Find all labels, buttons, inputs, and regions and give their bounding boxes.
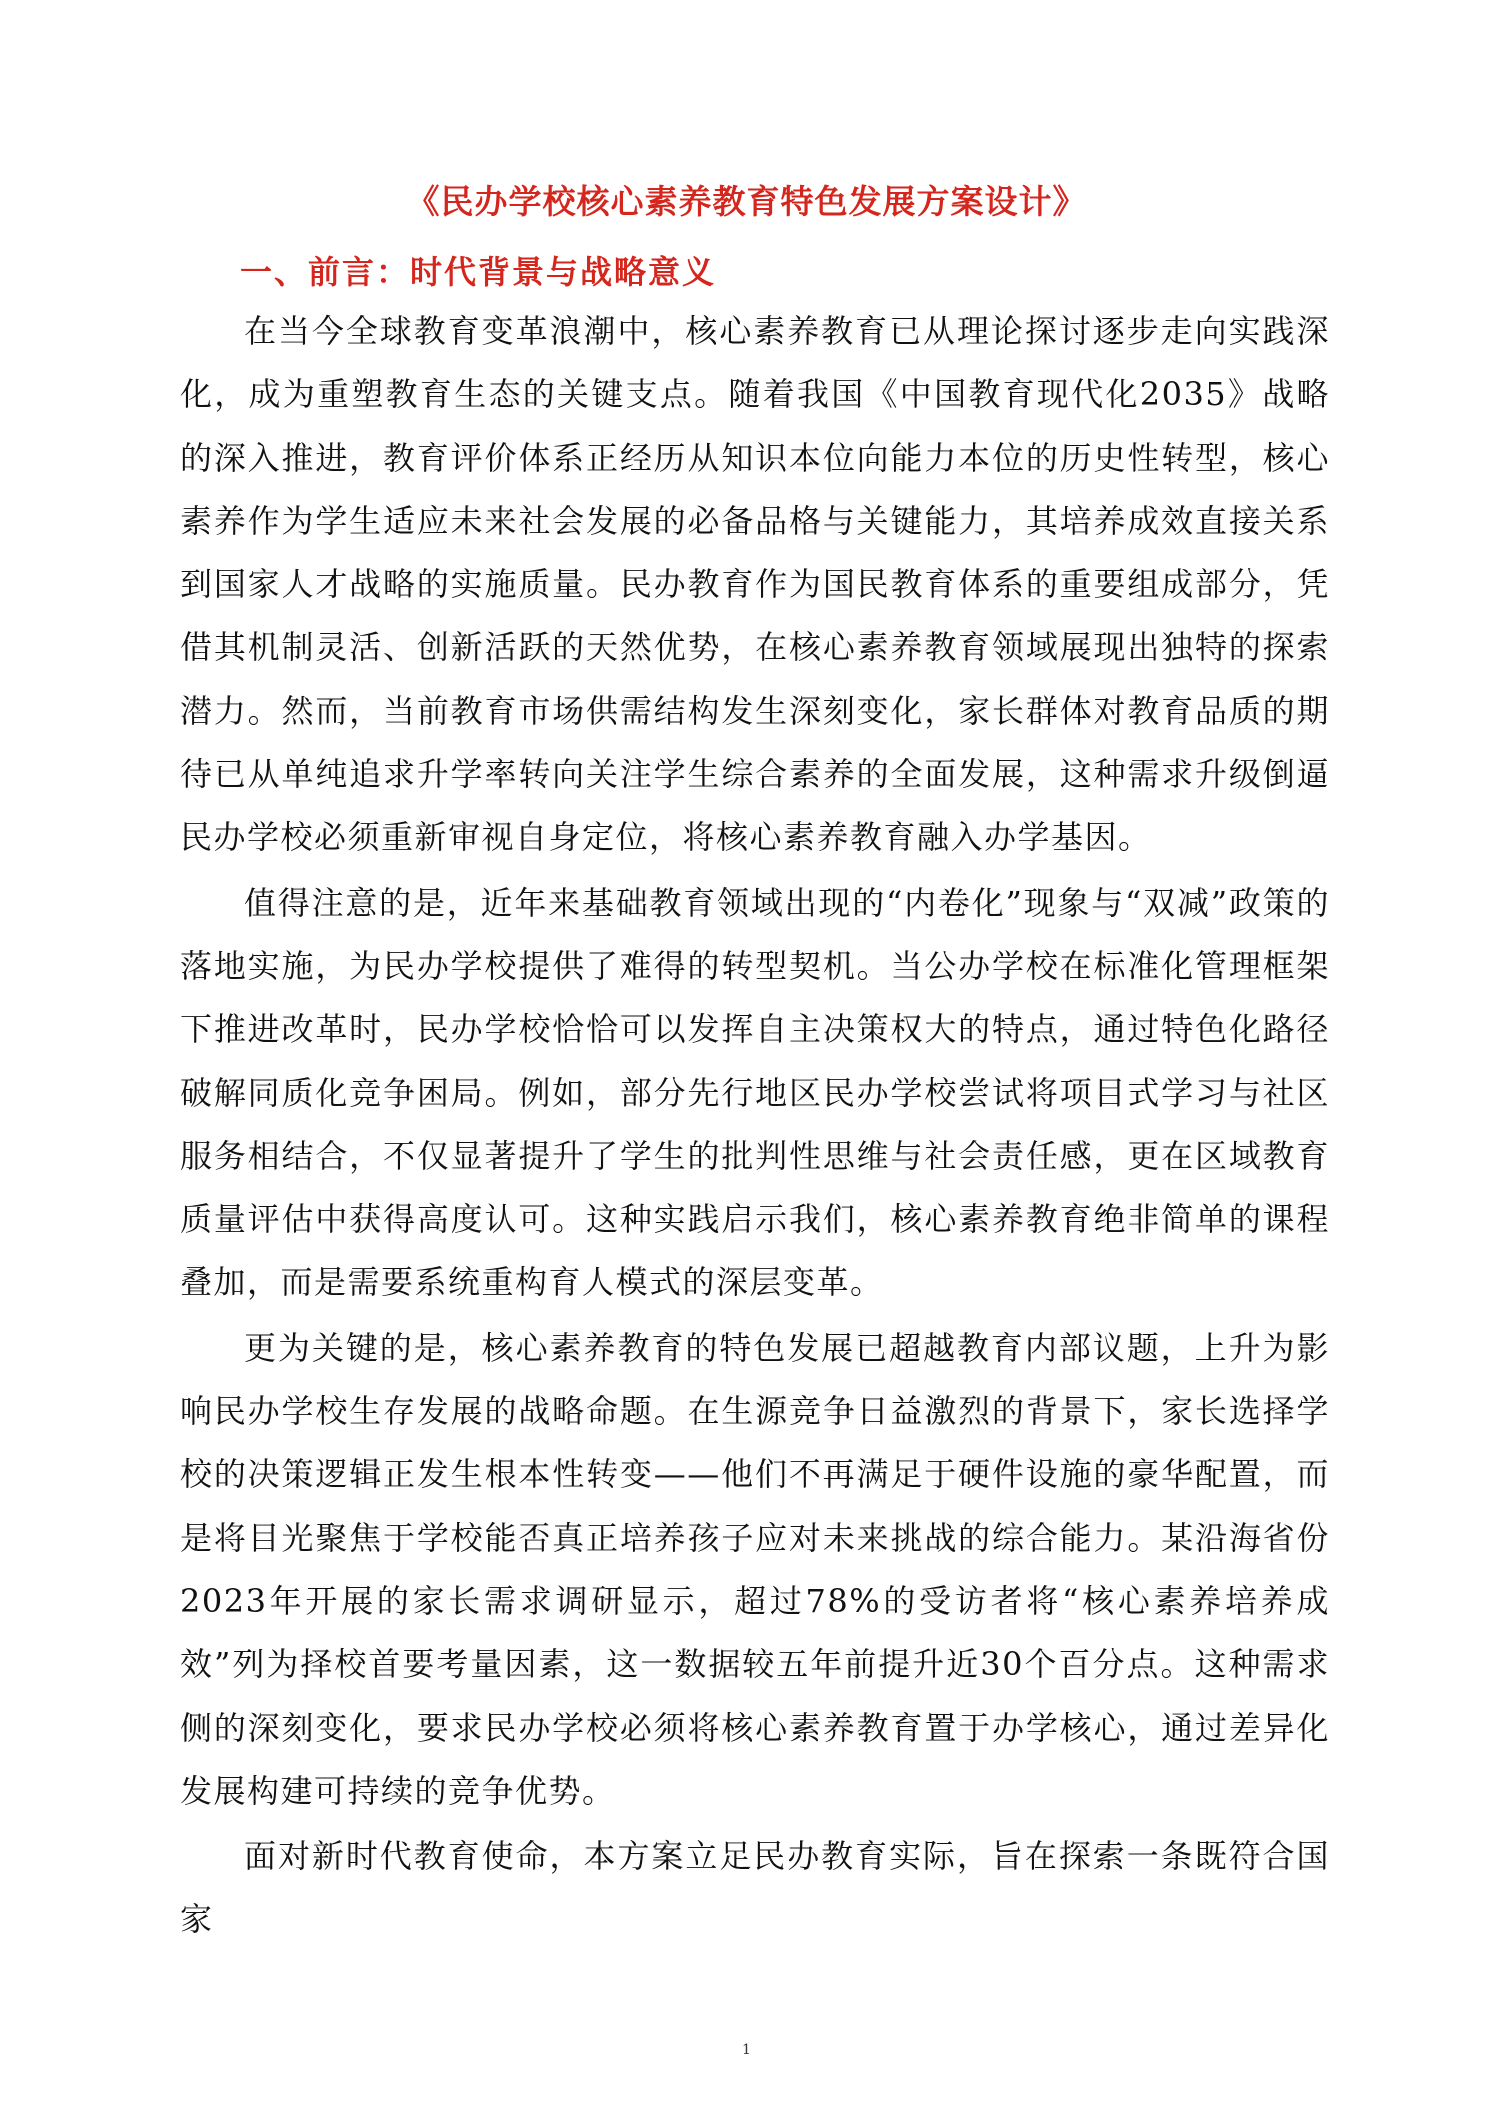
paragraph-3: 更为关键的是，核心素养教育的特色发展已超越教育内部议题，上升为影响民办学校生存发展的战略命题。在生源竞争日益激烈的背景下，家长选择学校的决策逻辑正发生根本性转变——他们不再满足于硬件设施的豪华配置，而是将目光聚焦于学校能否真正培养孩子应对未来挑战的综合能力。某沿海省份2023年开展的家长需求调研显示，超过78%的受访者将“核心素养培养成效”列为择校首要考量因素，这一数据较五年前提升近30个百分点。这种需求侧的深刻变化，要求民办学校必须将核心素养教育置于办学核心，通过差异化发展构建可持续的竞争优势。: [180, 1328, 1330, 1810]
paragraph-1: 在当今全球教育变革浪潮中，核心素养教育已从理论探讨逐步走向实践深化，成为重塑教育生态的关键支点。随着我国《中国教育现代化2035》战略的深入推进，教育评价体系正经历从知识本位向能力本位的历史性转型，核心素养作为学生适应未来社会发展的必备品格与关键能力，其培养成效直接关系到国家人才战略的实施质量。民办教育作为国民教育体系的重要组成部分，凭借其机制灵活、创新活跃的天然优势，在核心素养教育领域展现出独特的探索潜力。然而，当前教育市场供需结构发生深刻变化，家长群体对教育品质的期待已从单纯追求升学率转向关注学生综合素养的全面发展，这种需求升级倒逼民办学校必须重新审视自身定位，将核心素养教育融入办学基因。: [180, 312, 1330, 857]
paragraph-4: 面对新时代教育使命，本方案立足民办教育实际，旨在探索一条既符合国家: [180, 1837, 1330, 1939]
paragraph-2: 值得注意的是，近年来基础教育领域出现的“内卷化”现象与“双减”政策的落地实施，为民办学校提供了难得的转型契机。当公办学校在标准化管理框架下推进改革时，民办学校恰恰可以发挥自主决策权大的特点，通过特色化路径破解同质化竞争困局。例如，部分先行地区民办学校尝试将项目式学习与社区服务相结合，不仅显著提升了学生的批判性思维与社会责任感，更在区域教育质量评估中获得高度认可。这种实践启示我们，核心素养教育绝非简单的课程叠加，而是需要系统重构育人模式的深层变革。: [180, 883, 1330, 1302]
document-title: 《民办学校核心素养教育特色发展方案设计》: [406, 182, 1087, 221]
body-text: [180, 300, 1330, 1954]
page-number: 1: [742, 2042, 751, 2058]
section-heading: 一、前言：时代背景与战略意义: [240, 253, 717, 291]
